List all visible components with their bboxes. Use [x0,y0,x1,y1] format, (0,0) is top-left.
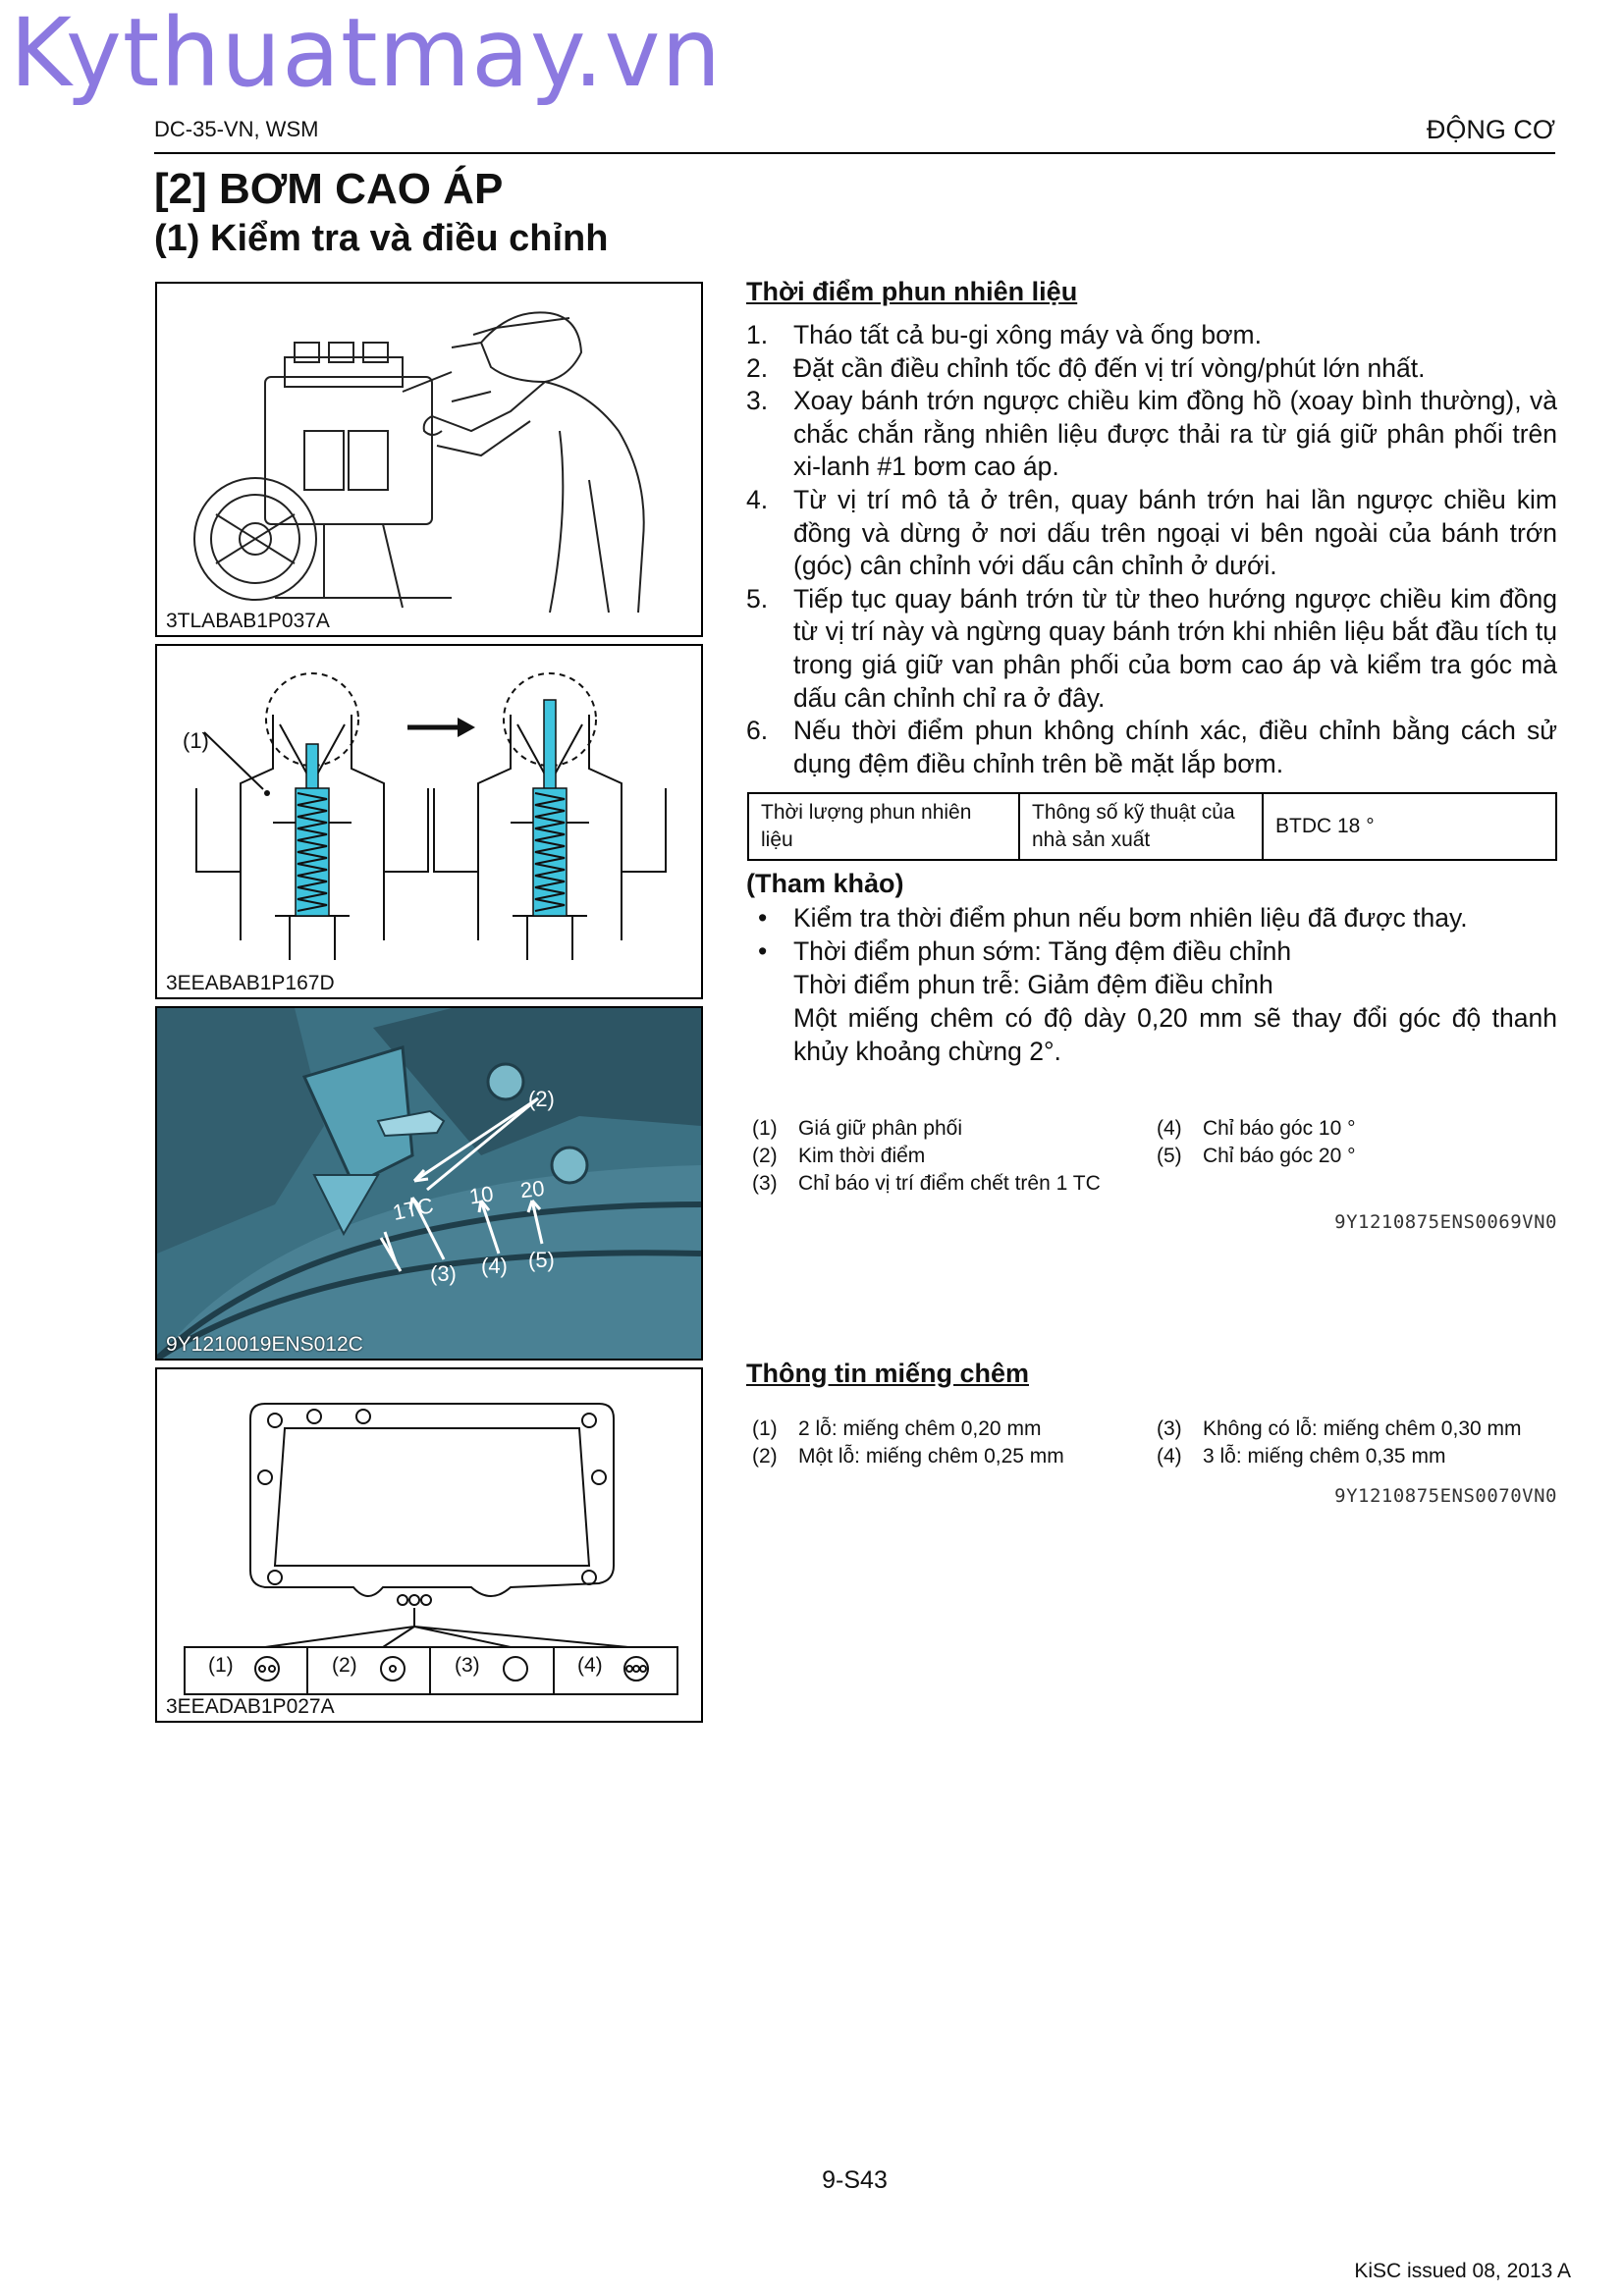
chapter-title: ĐỘNG CƠ [1426,115,1555,144]
reference-item [746,901,1557,934]
shim-item-4: (4) [577,1654,603,1677]
shim-item-3: (3) [455,1654,480,1677]
photo-mark-5: (5) [528,1248,555,1272]
shim-drawing [157,1369,701,1721]
step-item [746,352,1557,386]
spec-source: Thông số kỹ thuật của nhà sản xuất [1019,793,1263,860]
subsection-heading: (1) Kiểm tra và điều chỉnh [154,218,609,259]
legend-entry [1157,1143,1549,1170]
document-code: 9Y1210875ENS0070VN0 [1334,1485,1557,1507]
reference-line: Kiểm tra thời điểm phun nếu bơm nhiên liệu đã được thay. [793,903,1468,933]
timing-photo-drawing [157,1008,701,1359]
step-item [746,319,1557,352]
legend-value: Kim thời điểm [798,1145,926,1167]
reference-list [746,901,1557,1068]
shim-info-title: Thông tin miếng chêm [746,1359,1029,1388]
legend-entry [752,1143,1145,1170]
step-number: 5. [746,583,769,614]
legend-key: (2) [752,1145,778,1167]
photo-mark-3: (3) [430,1261,457,1286]
photo-mark-4: (4) [481,1254,508,1278]
legend-value: 2 lỗ: miếng chêm 0,20 mm [798,1417,1042,1440]
delivery-valve-diagram [157,646,701,997]
delivery-valve-figure [155,644,703,999]
spec-table [747,792,1557,861]
step-text: Nếu thời điểm phun không chính xác, điều chỉnh bằng cách sử dụng đệm điều chỉnh trên bề mặt lắp bơm. [793,716,1557,778]
watermark: Kythuatmay.vn [10,0,723,108]
legend-entry [752,1415,1145,1443]
shim-item-2: (2) [332,1654,357,1677]
engine-figure [155,282,703,637]
reference-line: Thời điểm phun sớm: Tăng đệm điều chỉnh [793,936,1292,966]
injection-timing-title: Thời điểm phun nhiên liệu [746,277,1078,306]
step-item [746,385,1557,484]
shim-figure [155,1367,703,1723]
section-heading: [2] BƠM CAO ÁP [154,165,504,213]
spec-row [748,793,1556,860]
legend-key: (3) [1157,1417,1182,1440]
shim-legend-left [752,1415,1145,1470]
reference-line: Thời điểm phun trễ: Giảm đệm điều chỉnh [793,970,1273,999]
scale-10: 10 [467,1181,496,1209]
step-text: Đặt cần điều chỉnh tốc độ đến vị trí vòng/phút lớn nhất. [793,352,1426,383]
legend-value: Giá giữ phân phối [798,1117,963,1140]
legend-entry [752,1170,1145,1198]
page-number: 9-S43 [822,2166,888,2194]
legend-value: Chỉ báo góc 10 ° [1203,1117,1356,1140]
shim-legend-right [1157,1415,1554,1470]
valve-callout-1: (1) [183,728,209,753]
step-text: Tiếp tục quay bánh trớn từ từ theo hướng ngược chiều kim đồng từ vị trí này và ngừng quay bánh trớn khi nhiên liệu bắt đầu tích tụ trong giá giữ van phân phối của bơm cao áp và kiểm tra góc mà dấu cân chỉnh chỉ ra ở đây. [793,583,1557,713]
legend-value: Chỉ báo vị trí điểm chết trên 1 TC [798,1172,1101,1195]
procedure-steps [746,319,1557,780]
step-number: 1. [746,320,769,349]
figure-label: 3EEADAB1P027A [166,1695,335,1718]
document-code: 9Y1210875ENS0069VN0 [1334,1211,1557,1233]
reference-item [746,934,1557,1068]
legend-value: Chỉ báo góc 20 ° [1203,1145,1356,1167]
legend-right [1157,1115,1549,1170]
issue-info: KiSC issued 08, 2013 A [1354,2260,1571,2282]
manual-code: DC-35-VN, WSM [154,117,319,141]
shim-item-1: (1) [208,1654,234,1677]
timing-mark-photo [155,1006,703,1361]
legend-entry [752,1115,1145,1143]
legend-entry [1157,1415,1554,1443]
step-number: 3. [746,386,769,416]
reference-line: Một miếng chêm có độ dày 0,20 mm sẽ thay đổi góc độ thanh khủy khoảng chừng 2°. [793,1003,1557,1066]
step-text: Tháo tất cả bu-gi xông máy và ống bơm. [793,320,1262,349]
photo-mark-2: (2) [528,1087,555,1111]
legend-entry [1157,1443,1554,1470]
header-divider [154,152,1555,154]
step-number: 2. [746,352,769,383]
reference-title: (Tham khảo) [746,869,904,898]
legend-entry [1157,1115,1549,1143]
legend-key: (4) [1157,1445,1182,1468]
spec-value: BTDC 18 ° [1263,793,1556,860]
figure-label: 3EEABAB1P167D [166,972,335,994]
legend-value: Không có lỗ: miếng chêm 0,30 mm [1203,1417,1522,1440]
scale-20: 20 [518,1175,546,1203]
step-number: 4. [746,484,769,514]
spec-item: Thời lượng phun nhiên liệu [748,793,1019,860]
step-item [746,715,1557,780]
legend-key: (1) [752,1117,778,1140]
legend-key: (4) [1157,1117,1182,1140]
bullet: • [758,903,768,933]
step-item [746,583,1557,715]
legend-value: 3 lỗ: miếng chêm 0,35 mm [1203,1445,1446,1468]
figure-label: 9Y1210019ENS012C [166,1333,363,1356]
legend-key: (2) [752,1445,778,1468]
scale-1tc: 1TC [390,1192,436,1226]
legend-key: (1) [752,1417,778,1440]
legend-value: Một lỗ: miếng chêm 0,25 mm [798,1445,1064,1468]
figure-label: 3TLABAB1P037A [166,610,330,632]
legend-left [752,1115,1145,1198]
step-text: Xoay bánh trớn ngược chiều kim đồng hồ (xoay bình thường), và chắc chắn rằng nhiên liệu được thải ra từ giá giữ phân phối trên xi-lanh #1 bơm cao áp. [793,386,1557,482]
step-number: 6. [746,716,769,746]
step-item [746,484,1557,583]
step-text: Từ vị trí mô tả ở trên, quay bánh trớn hai lần ngược chiều kim đồng và dừng ở nơi dấu trên ngoại vi bên ngoài của bánh trớn (góc) cân chỉnh với dấu cân chỉnh ở dưới. [793,484,1557,581]
bullet: • [758,936,768,966]
legend-entry [752,1443,1145,1470]
engine-drawing [157,284,701,635]
legend-key: (3) [752,1172,778,1195]
legend-key: (5) [1157,1145,1182,1167]
